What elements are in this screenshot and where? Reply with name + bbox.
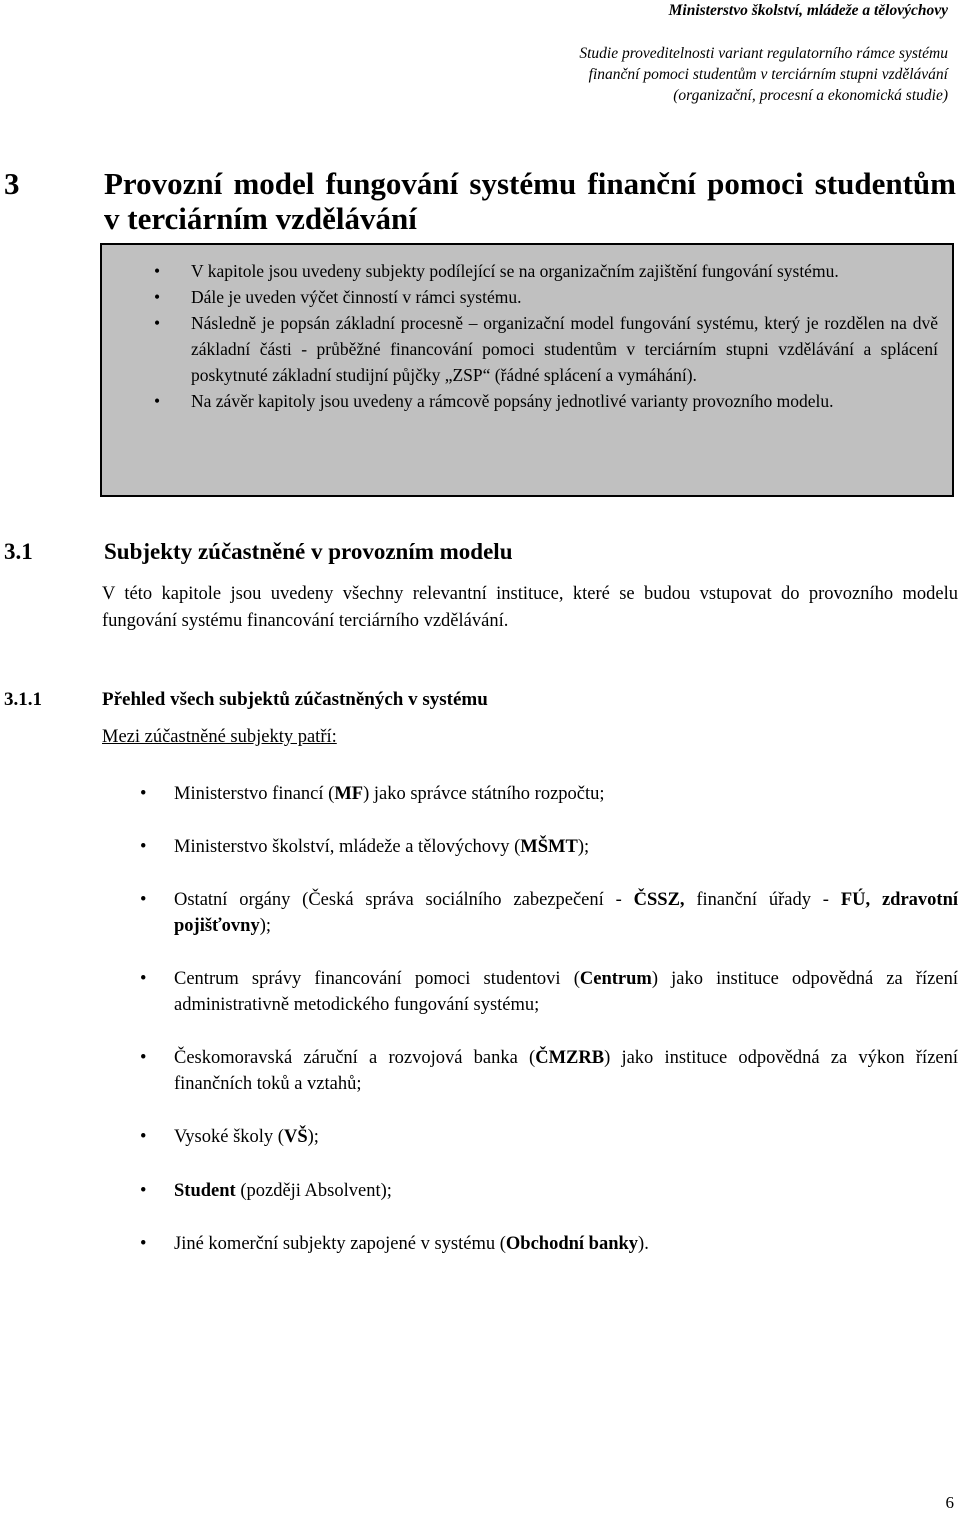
- entity-text: Ostatní orgány (Česká správa sociálního zabezpečení -: [174, 890, 634, 910]
- summary-item: • Následně je popsán základní procesně – organizační model fungování systému, který je rozdělen na dvě základní části - průběžné financování pomoci studentům v terciárním stupni vzdělávání a splácení poskytnuté základní studijní půjčky „ZSP“ (řádné splácení a vymáhání).: [102, 310, 950, 388]
- summary-list: [102, 258, 950, 414]
- entity-text: ) jako instituce odpovědná za výkon řízení finančních toků a vztahů;: [174, 1048, 959, 1094]
- section-paragraph: V této kapitole jsou uvedeny všechny relevantní instituce, které se budou vstupovat do provozního modelu fungování systému financování terciárního vzdělávání.: [102, 584, 958, 631]
- entities-intro: Mezi zúčastněné subjekty patří:: [102, 727, 337, 747]
- entity-item: [174, 966, 958, 1018]
- header-subtitle-line: finanční pomoci studentům v terciárním stupni vzdělávání: [588, 66, 948, 83]
- entity-abbreviation: MŠMT: [520, 837, 578, 857]
- entity-text: Jiné komerční subjekty zapojené v systému (: [174, 1234, 506, 1254]
- page-number: 6: [945, 1493, 954, 1512]
- header-subtitle-line: Studie proveditelnosti variant regulatorního rámce systému: [579, 45, 948, 62]
- entity-abbreviation: ČMZRB: [535, 1048, 605, 1068]
- section-title: Subjekty zúčastněné v provozním modelu: [104, 539, 513, 564]
- subsection-title: Přehled všech subjektů zúčastněných v systému: [102, 689, 488, 710]
- section-number: 3.1: [4, 539, 33, 564]
- summary-item: • Na závěr kapitoly jsou uvedeny a rámcově popsány jednotlivé varianty provozního modelu.: [102, 388, 950, 414]
- entity-item: [174, 1124, 958, 1150]
- entity-item: [174, 834, 958, 860]
- summary-item: • V kapitole jsou uvedeny subjekty podílející se na organizačním zajištění fungování systému.: [102, 258, 950, 284]
- entity-text: Ministerstvo financí (: [174, 784, 335, 804]
- subsection-number: 3.1.1: [4, 689, 42, 710]
- entity-item: [174, 1178, 958, 1204]
- entity-abbreviation: Obchodní banky: [505, 1234, 639, 1254]
- entity-abbreviation: Student: [174, 1181, 236, 1201]
- entity-text: Vysoké školy (: [174, 1127, 284, 1147]
- entity-text: ) jako správce státního rozpočtu;: [363, 784, 605, 804]
- chapter-title: Provozní model fungování systému finanční pomoci studentům v terciárním vzdělávání: [104, 166, 956, 236]
- entity-text: finanční úřady -: [684, 890, 841, 910]
- entity-abbreviation: VŠ: [283, 1127, 308, 1147]
- entity-text: );: [307, 1127, 319, 1147]
- entity-text: (později Absolvent);: [235, 1181, 392, 1201]
- header-subtitle: [579, 43, 948, 106]
- entity-text: Centrum správy financování pomoci studentovi (: [174, 969, 580, 989]
- entity-item: [174, 1231, 958, 1257]
- entity-text: Ministerstvo školství, mládeže a tělovýchovy (: [174, 837, 521, 857]
- entity-abbreviation: MF: [334, 784, 364, 804]
- entity-abbreviation: FÚ, zdravotní pojišťovny: [174, 890, 958, 936]
- entity-text: );: [259, 916, 272, 936]
- header-subtitle-line: (organizační, procesní a ekonomická studie): [673, 87, 948, 104]
- chapter-number: 3: [4, 166, 20, 201]
- entity-item: [174, 781, 958, 807]
- summary-item: • Dále je uveden výčet činností v rámci systému.: [102, 284, 950, 310]
- entity-item: [174, 1045, 958, 1097]
- entity-text: );: [577, 837, 590, 857]
- entity-item: [174, 887, 958, 939]
- header-organization: Ministerstvo školství, mládeže a tělovýchovy: [668, 2, 948, 19]
- entity-text: Českomoravská záruční a rozvojová banka (: [174, 1048, 536, 1068]
- entity-abbreviation: ČSSZ,: [633, 890, 685, 910]
- chapter-summary-box: [100, 243, 954, 497]
- entity-text: ) jako instituce odpovědná za řízení administrativně metodického fungování systému;: [174, 969, 958, 1015]
- entity-abbreviation: Centrum: [579, 969, 652, 989]
- entity-text: ).: [638, 1234, 649, 1254]
